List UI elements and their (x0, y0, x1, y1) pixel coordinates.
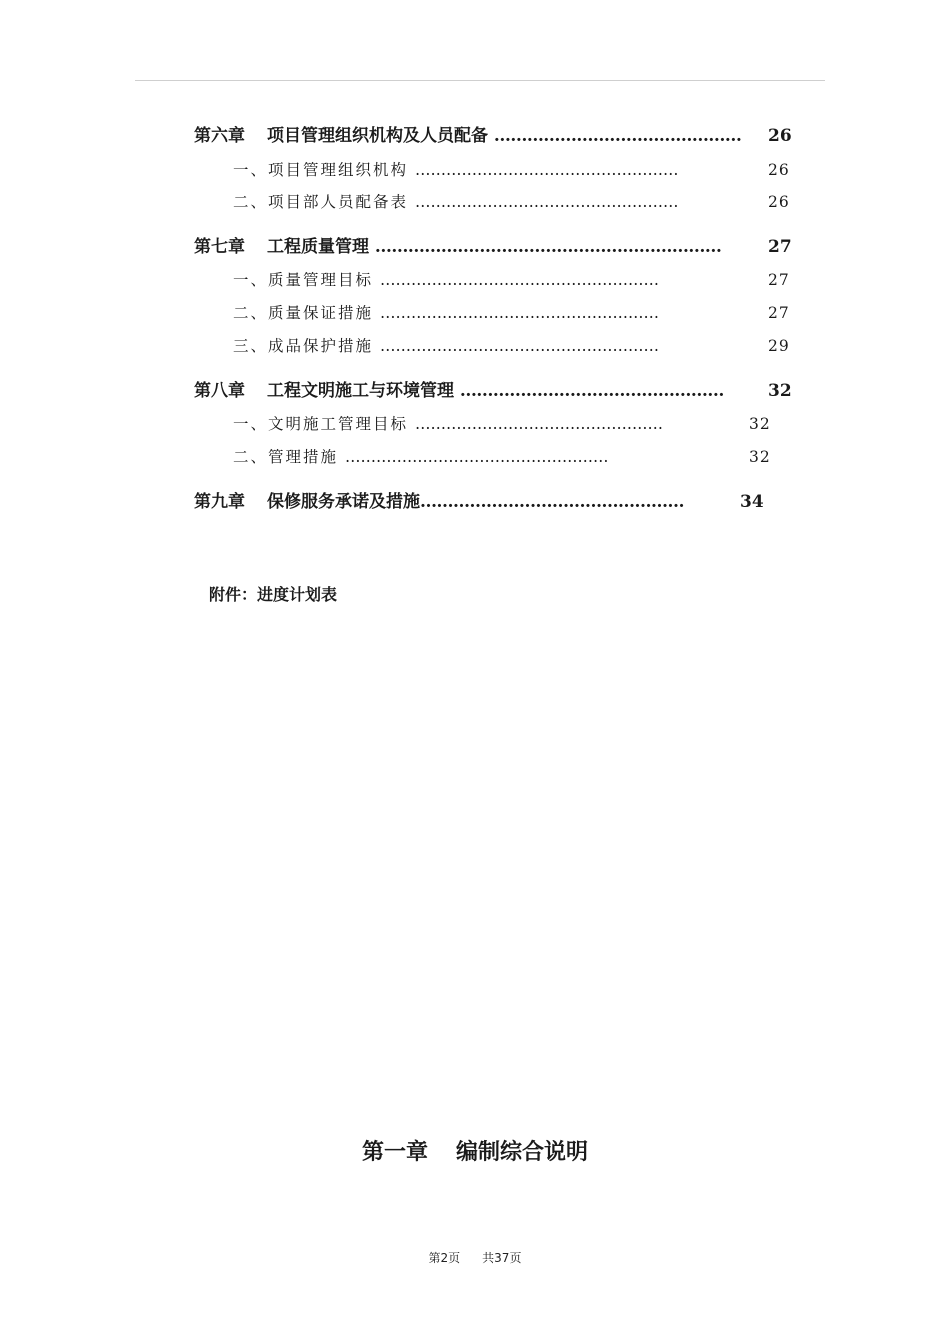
toc-chapter-7[interactable] (194, 237, 792, 257)
chapter-number: 第九章 (194, 492, 245, 512)
dot-leader: …………………………………………… (414, 161, 679, 179)
dot-leader: ………………………………………… (414, 415, 663, 433)
total-pages: 共37页 (482, 1251, 522, 1265)
chapter-title: 工程质量管理 (267, 237, 369, 257)
page-footer (0, 1249, 950, 1266)
dot-leader: ……………………………………………… (379, 304, 659, 322)
dot-leader: …………………………………………… (344, 448, 609, 466)
dot-leader: ……………………………………………………… (374, 237, 722, 257)
toc-chapter-9[interactable] (194, 492, 764, 512)
dot-leader: ……………………………………… (493, 126, 742, 146)
chapter-title: 项目管理组织机构及人员配备 (267, 126, 488, 146)
current-page: 第2页 (428, 1251, 461, 1265)
section-title: 二、项目部人员配备表 (233, 193, 409, 211)
section-title: 一、项目管理组织机构 (233, 161, 409, 179)
dot-leader: …………………………………………… (414, 193, 679, 211)
toc-section[interactable] (233, 270, 790, 290)
section-title: 三、成品保护措施 (233, 337, 374, 355)
page-number: 27 (768, 304, 790, 322)
chapter-number: 第八章 (194, 381, 245, 401)
toc-section[interactable] (233, 336, 790, 356)
section-title: 一、质量管理目标 (233, 271, 374, 289)
chapter-number: 第七章 (194, 237, 245, 257)
appendix-label: 附件：进度计划表 (209, 585, 338, 604)
chapter-heading-title: 编制综合说明 (456, 1139, 589, 1165)
dot-leader: ………………………………………… (420, 492, 684, 512)
page-number: 32 (768, 381, 792, 401)
section-title: 二、质量保证措施 (233, 304, 374, 322)
page-number: 26 (768, 126, 792, 146)
section-title: 二、管理措施 (233, 448, 339, 466)
page-number: 26 (768, 193, 790, 211)
toc-chapter-6[interactable] (194, 126, 792, 146)
page-number: 27 (768, 237, 792, 257)
section-title: 一、文明施工管理目标 (233, 415, 409, 433)
page-number: 34 (740, 492, 764, 512)
header-rule (135, 80, 825, 81)
toc-section[interactable] (233, 414, 771, 434)
page-number: 32 (749, 415, 771, 433)
page-number: 27 (768, 271, 790, 289)
page-number: 32 (749, 448, 771, 466)
dot-leader: ……………………………………………… (379, 337, 659, 355)
dot-leader: ………………………………………… (459, 381, 724, 401)
dot-leader: ……………………………………………… (379, 271, 659, 289)
toc-section[interactable] (233, 303, 790, 323)
chapter-heading (0, 1135, 950, 1166)
chapter-title: 工程文明施工与环境管理 (267, 381, 454, 401)
toc-section[interactable] (233, 447, 771, 467)
toc-chapter-8[interactable] (194, 381, 792, 401)
toc-section[interactable] (233, 160, 790, 180)
chapter-number: 第六章 (194, 126, 245, 146)
chapter-title: 保修服务承诺及措施 (267, 492, 420, 512)
page-number: 26 (768, 161, 790, 179)
chapter-heading-number: 第一章 (361, 1139, 428, 1165)
toc-section[interactable] (233, 192, 790, 212)
page-number: 29 (768, 337, 790, 355)
